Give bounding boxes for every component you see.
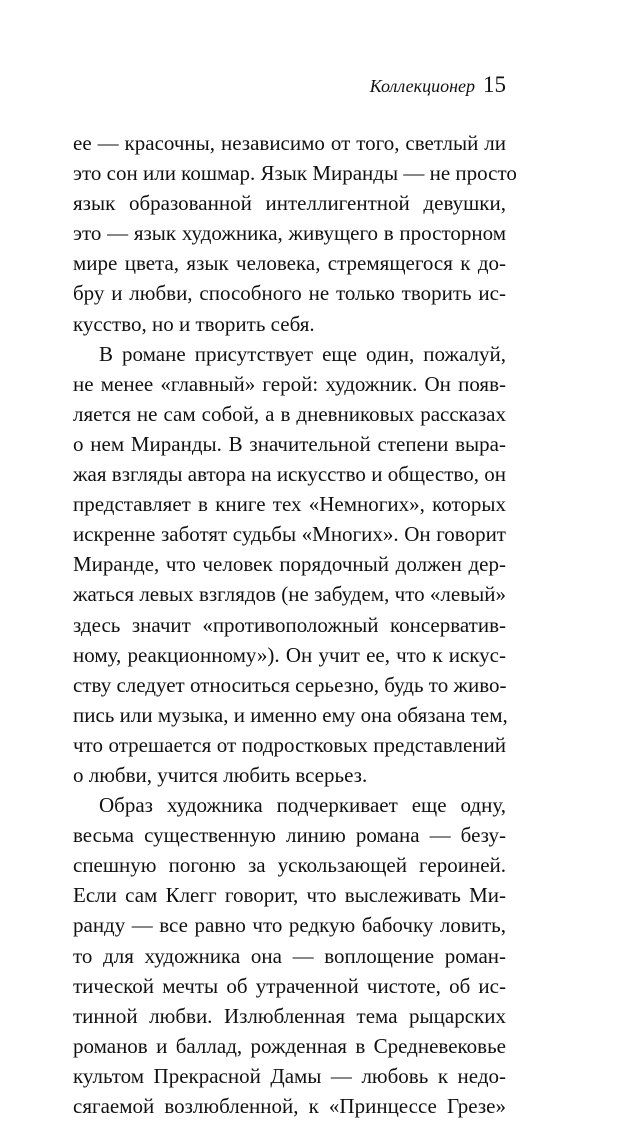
text-line: бру и любви, способного не только творить ис- [73,281,506,306]
text-line: здесь значит «противоположный консерватив- [73,612,506,637]
text-line: В романе присутствует еще один, пожалуй, [99,341,506,366]
text-line: Образ художника подчеркивает еще одну, [99,793,506,818]
text-line: жаться левых взглядов (не забудем, что «левый» [73,582,506,607]
text-line: не менее «главный» герой: художник. Он появ- [73,371,506,396]
text-line: Миранде, что человек порядочный должен дер- [73,552,506,577]
text-line: то для художника она — воплощение роман- [73,943,506,968]
text-line: сягаемой возлюбленной, к «Принцессе Грезе» [73,1094,506,1118]
text-line: тической мечты об утраченной чистоте, об ис- [73,973,506,998]
text-line: о нем Миранды. В значительной степени выра- [73,431,506,456]
text-line: ляется не сам собой, а в дневниковых рассказах [73,401,506,426]
text-line: язык образованной интеллигентной девушки, [73,191,506,216]
text-line: это — язык художника, живущего в просторном [73,221,506,246]
text-line: пись или музыка, и именно ему она обязана тем, [73,702,508,727]
text-line: романов и баллад, рожденная в Средневековье [73,1033,506,1058]
text-line: весьма существенную линию романа — безу- [73,823,506,848]
text-line: тинной любви. Излюбленная тема рыцарских [73,1003,506,1028]
text-line: спешную погоню за ускользающей героиней. [73,853,506,878]
running-head [370,72,506,98]
running-title: Коллекционер [369,76,475,96]
text-line: мире цвета, язык человека, стремящегося к до- [73,251,506,276]
text-line: ному, реакционному»). Он учит ее, что к искус- [73,642,506,667]
text-line: ранду — все равно что редкую бабочку ловить, [73,913,506,938]
page-number: 15 [483,72,506,97]
text-line: ству следует относиться серьезно, будь то живо- [73,672,507,697]
text-line: искренне заботят судьбы «Многих». Он говорит [73,522,506,547]
text-line: кусство, но и творить себя. [73,311,315,336]
text-line: о любви, учится любить всерьез. [73,762,368,787]
text-line: представляет в книге тех «Немногих», которых [73,492,506,517]
text-line: что отрешается от подростковых представлений [73,732,506,757]
text-line: ее — красочны, независимо от того, светлый ли [73,131,506,155]
text-line: Если сам Клегг говорит, что выслеживать Ми- [73,883,506,908]
body-text [73,128,517,1121]
text-line: культом Прекрасной Дамы — любовь к недо- [73,1063,506,1088]
text-line: это сон или кошмар. Язык Миранды — не просто [73,161,517,186]
text-line: жая взгляды автора на искусство и общество, он [73,462,506,487]
